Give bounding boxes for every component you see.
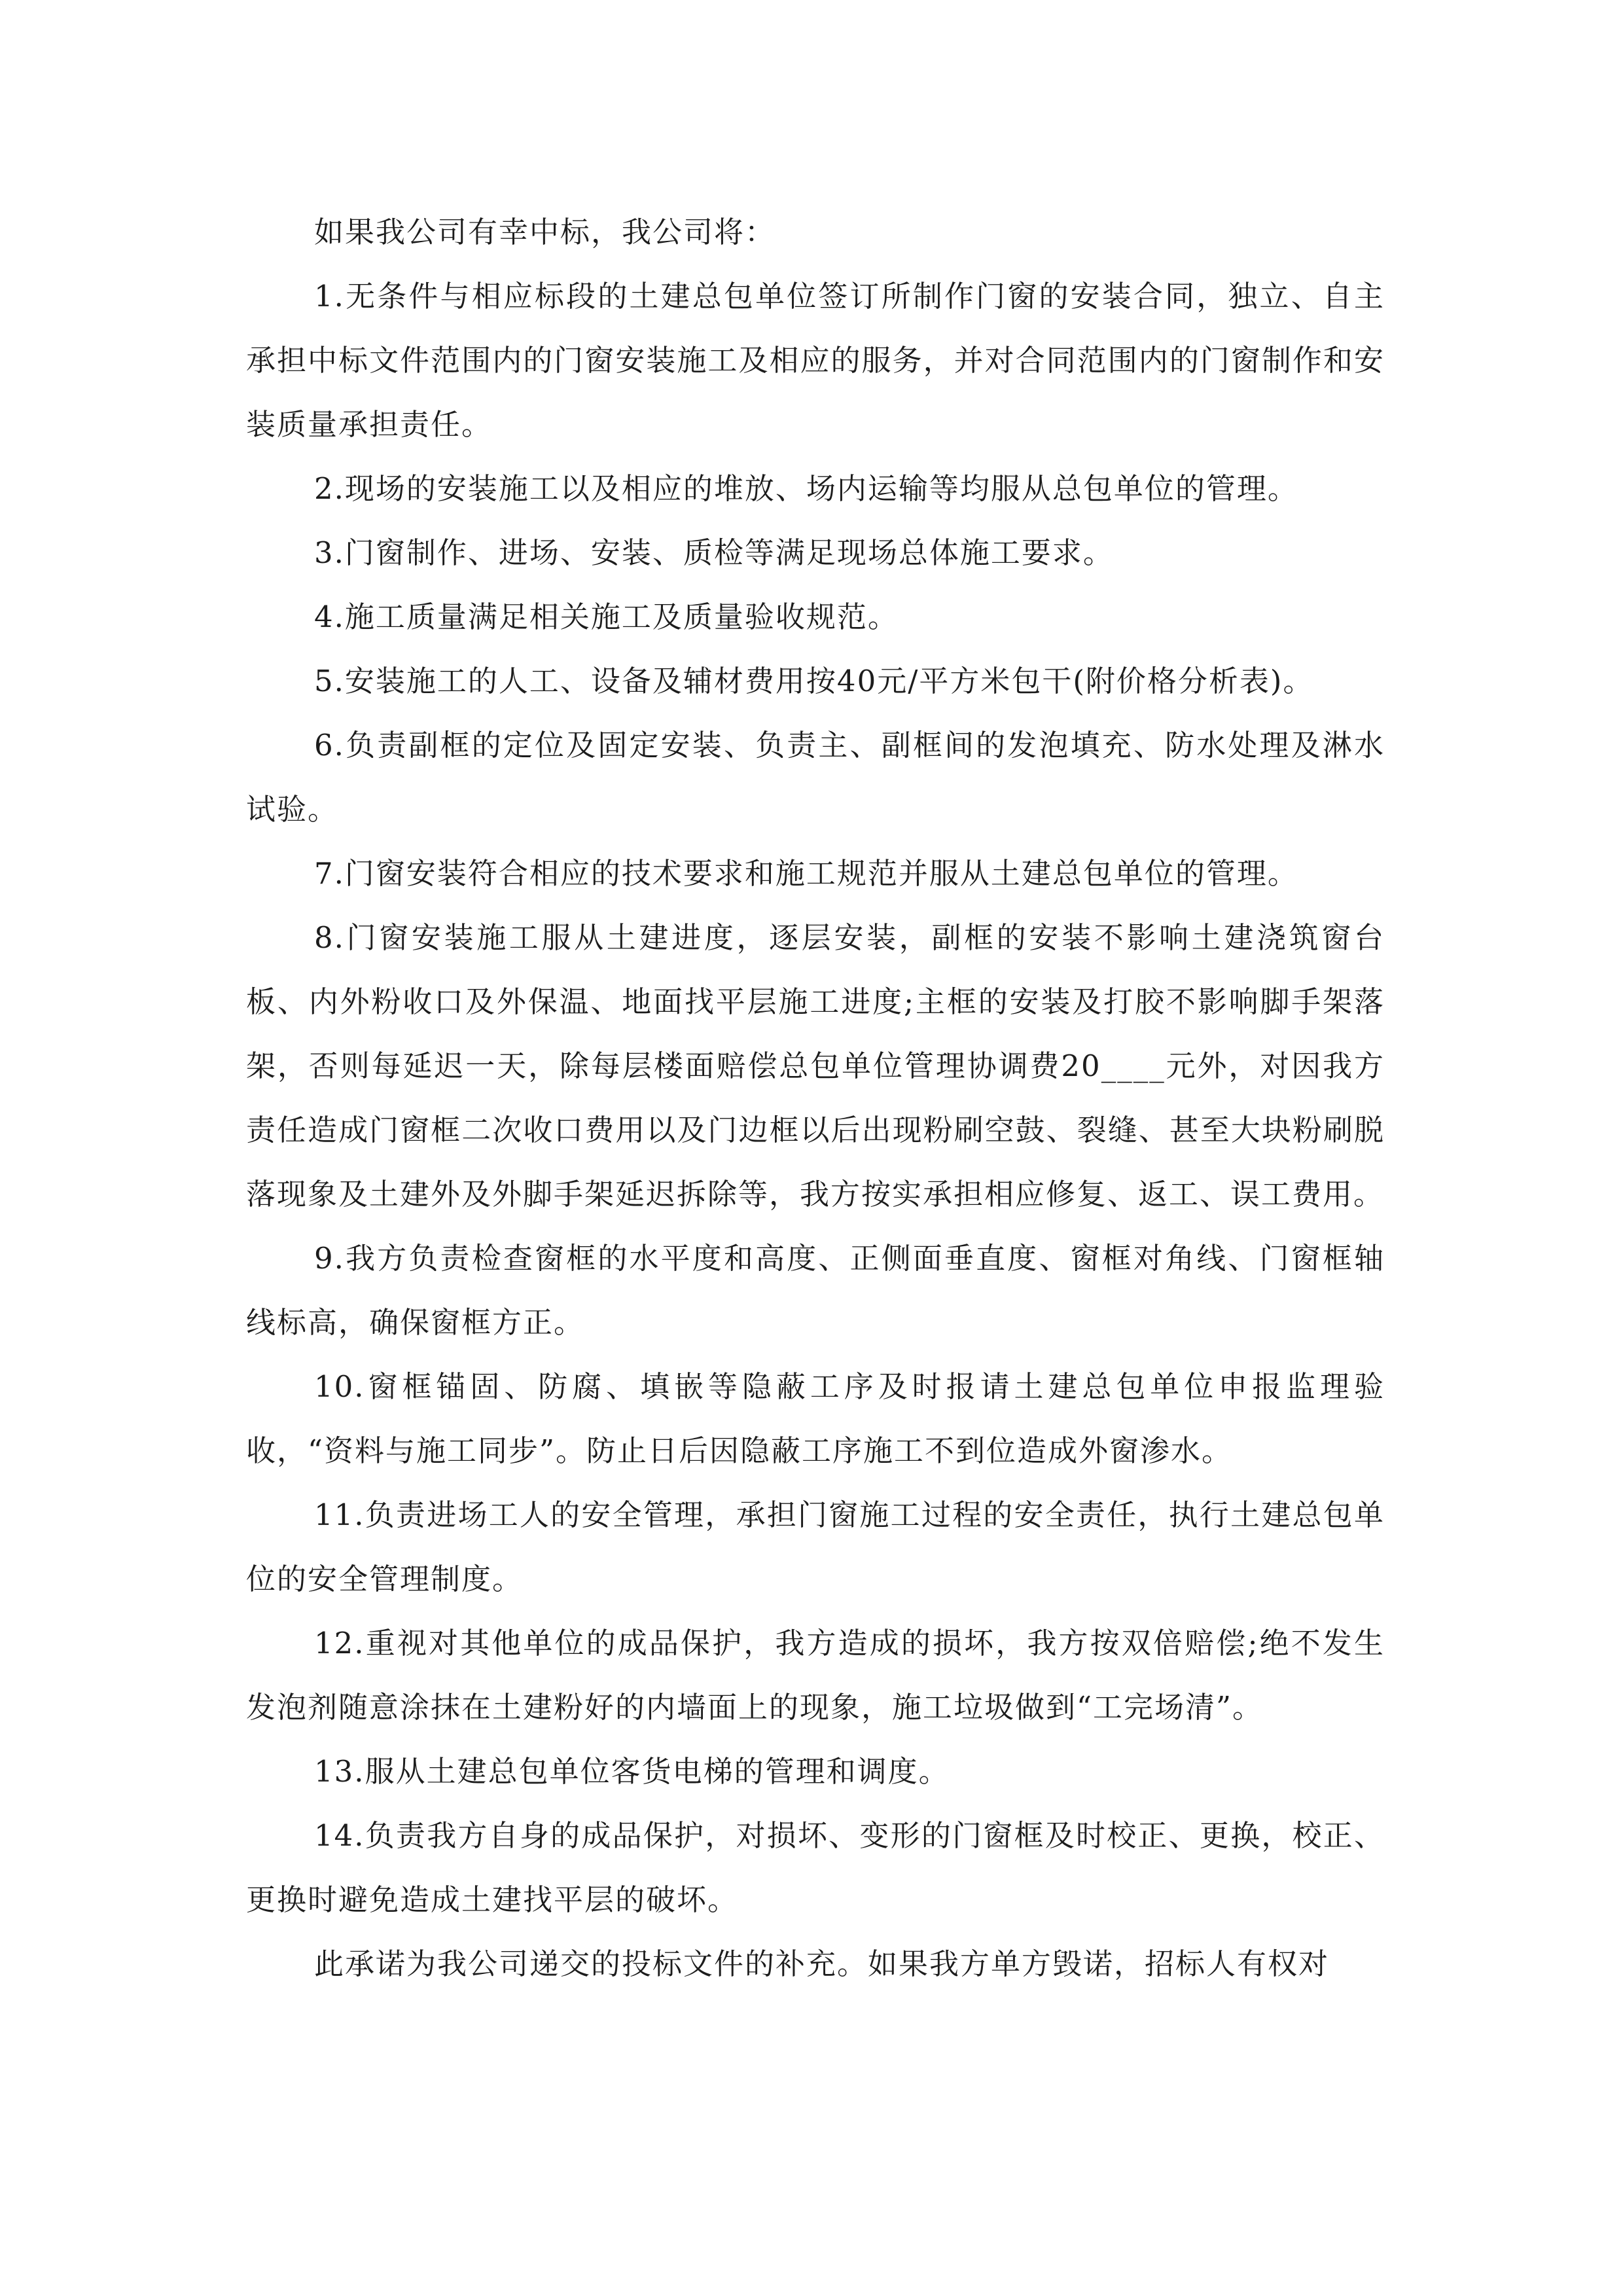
closing-paragraph: 此承诺为我公司递交的投标文件的补充。如果我方单方毁诺，招标人有权对	[314, 1946, 1330, 1981]
intro-paragraph: 如果我公司有幸中标，我公司将：	[314, 215, 776, 249]
commitment-item-5: 5.安装施工的人工、设备及辅材费用按40元/平方米包干(附价格分析表)。	[314, 664, 1314, 698]
commitment-item-11: 11.负责进场工人的安全管理，承担门窗施工过程的安全责任，执行土建总包单位的安全管理制度。	[246, 1498, 1385, 1596]
commitment-item-7: 7.门窗安装符合相应的技术要求和施工规范并服从土建总包单位的管理。	[314, 856, 1298, 891]
commitment-item-9: 9.我方负责检查窗框的水平度和高度、正侧面垂直度、窗框对角线、门窗框轴线标高，确保窗框方正。	[246, 1241, 1385, 1340]
commitment-item-3: 3.门窗制作、进场、安装、质检等满足现场总体施工要求。	[314, 535, 1114, 570]
commitment-item-4: 4.施工质量满足相关施工及质量验收规范。	[314, 600, 899, 634]
document-body	[246, 200, 1385, 1996]
commitment-item-8: 8.门窗安装施工服从土建进度，逐层安装，副框的安装不影响土建浇筑窗台板、内外粉收口及外保温、地面找平层施工进度;主框的安装及打胶不影响脚手架落架，否则每延迟一天，除每层楼面赔偿总包单位管理协调费20____元外，对因我方责任造成门窗框二次收口费用以及门边框以后出现粉刷空鼓、裂缝、甚至大块粉刷脱落现象及土建外及外脚手架延迟拆除等，我方按实承担相应修复、返工、误工费用。	[246, 920, 1385, 1211]
commitment-item-14: 14.负责我方自身的成品保护，对损坏、变形的门窗框及时校正、更换，校正、更换时避免造成土建找平层的破坏。	[246, 1818, 1385, 1917]
commitment-item-2: 2.现场的安装施工以及相应的堆放、场内运输等均服从总包单位的管理。	[314, 471, 1298, 506]
commitment-item-12: 12.重视对其他单位的成品保护，我方造成的损坏，我方按双倍赔偿;绝不发生发泡剂随意涂抹在土建粉好的内墙面上的现象，施工垃圾做到“工完场清”。	[246, 1626, 1385, 1725]
commitment-item-13: 13.服从土建总包单位客货电梯的管理和调度。	[314, 1754, 950, 1789]
commitment-item-6: 6.负责副框的定位及固定安装、负责主、副框间的发泡填充、防水处理及淋水试验。	[246, 728, 1385, 827]
commitment-item-1: 1.无条件与相应标段的土建总包单位签订所制作门窗的安装合同，独立、自主承担中标文件范围内的门窗安装施工及相应的服务，并对合同范围内的门窗制作和安装质量承担责任。	[246, 279, 1385, 442]
commitment-item-10: 10.窗框锚固、防腐、填嵌等隐蔽工序及时报请土建总包单位申报监理验收，“资料与施工同步”。防止日后因隐蔽工序施工不到位造成外窗渗水。	[246, 1369, 1385, 1468]
